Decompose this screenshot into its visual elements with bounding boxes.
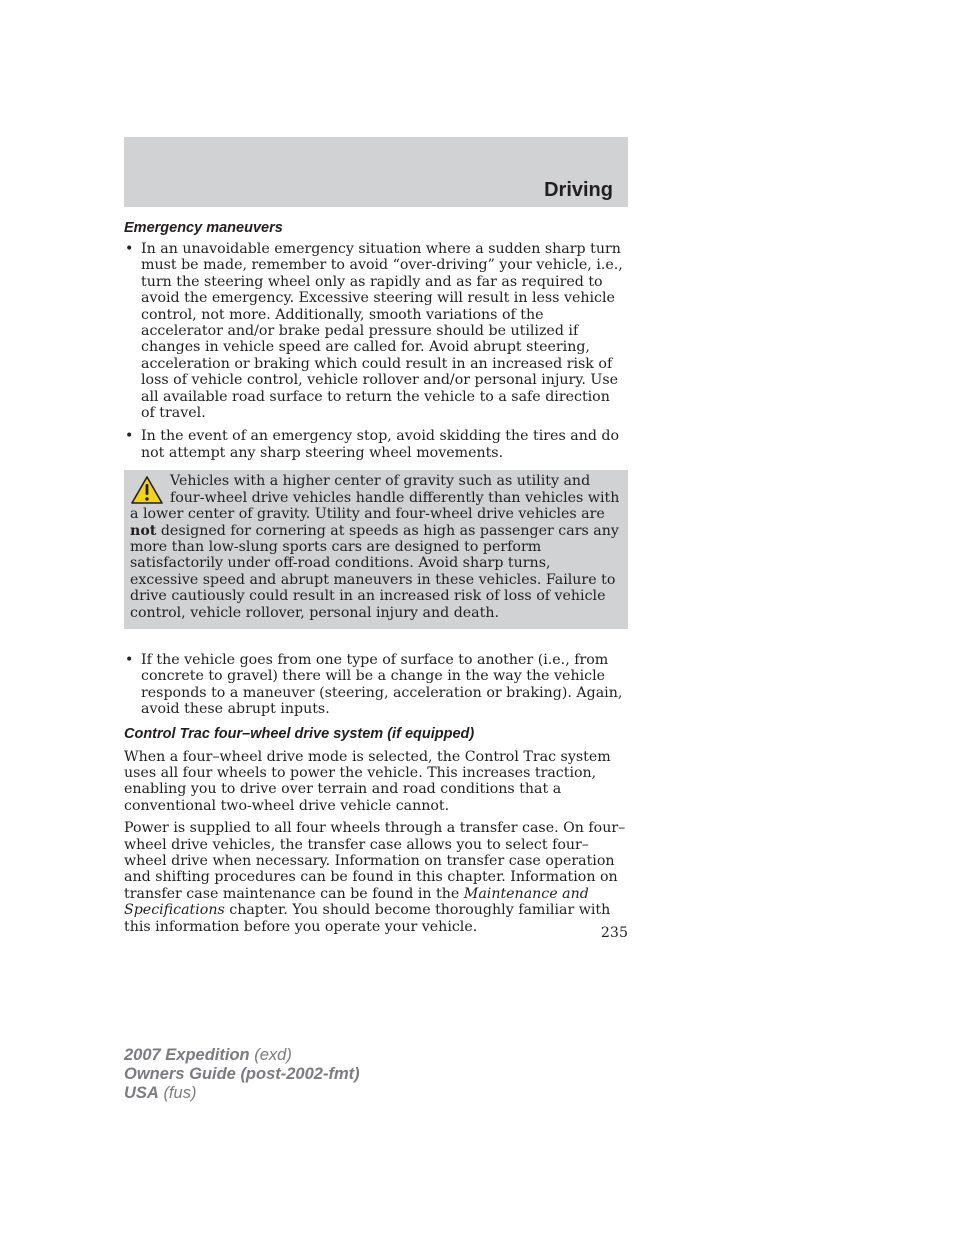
warning-box <box>124 470 628 629</box>
chapter-reference: Maintenance and Specifications <box>124 885 589 919</box>
page-number: 235 <box>600 925 628 941</box>
footer-line-1: 2007 Expedition (exd) <box>124 1046 292 1064</box>
list-item: • In an unavoidable emergency situation where a sudden sharp turn must be made, remember to avoid “over-driving” your vehicle, i.e., turn the steering wheel only as rapidly and as far as required to avoid the emergency. Excessive steering will result in less vehicle control, not more. Additionally, smooth variations of the accelerator and/or brake pedal pressure should be utilized if changes in vehicle speed are called for. Avoid abrupt steering, acceleration or braking which could result in an increased risk of loss of vehicle control, vehicle rollover and/or personal injury. Use all available road surface to return the vehicle to a safe direction of travel. <box>124 241 628 421</box>
control-trac-paragraph-2: Power is supplied to all four wheels through a transfer case. On four–wheel drive vehicles, the transfer case allows you to select four–wheel drive when necessary. Information on transfer case operation and shifting procedures can be found in this chapter. Information on transfer case maintenance can be found in the Maintenance and Specifications chapter. You should become thoroughly familiar with this information before you operate your vehicle. <box>124 820 626 935</box>
emergency-heading: Emergency maneuvers <box>124 220 283 236</box>
warning-emphasis: not <box>130 522 157 539</box>
control-trac-heading: Control Trac four–wheel drive system (if equipped) <box>124 725 475 742</box>
footer-line-3: USA (fus) <box>124 1084 197 1102</box>
control-trac-paragraph-1: When a four–wheel drive mode is selected, the Control Trac system uses all four wheels to power the vehicle. This increases traction, enabling you to drive over terrain and road conditions that a conventional two-wheel drive vehicle cannot. <box>124 748 611 814</box>
surface-bullet-list <box>124 652 628 718</box>
page-content <box>124 219 628 935</box>
footer-line-2: Owners Guide (post-2002-fmt) <box>124 1065 360 1083</box>
section-title: Driving <box>544 179 613 201</box>
list-item: • In the event of an emergency stop, avoid skidding the tires and do not attempt any sharp steering wheel movements. <box>124 428 628 461</box>
warning-text: Vehicles with a higher center of gravity such as utility and four-wheel drive vehicles handle differently than vehicles with a lower center of gravity. Utility and four-wheel drive vehicles are not designed for cornering at speeds as high as passenger cars any more than low-slung sports cars are designed to perform satisfactorily under off-road conditions. Avoid sharp turns, excessive speed and abrupt maneuvers in these vehicles. Failure to drive cautiously could result in an increased risk of loss of vehicle control, vehicle rollover, personal injury and death. <box>130 473 620 621</box>
warning-triangle-icon <box>130 475 164 505</box>
document-footer <box>124 1046 360 1103</box>
section-header-band <box>124 137 628 207</box>
emergency-bullet-list <box>124 241 628 461</box>
list-item: • If the vehicle goes from one type of surface to another (i.e., from concrete to gravel) there will be a change in the way the vehicle responds to a maneuver (steering, acceleration or braking). Again, avoid these abrupt inputs. <box>124 652 628 718</box>
